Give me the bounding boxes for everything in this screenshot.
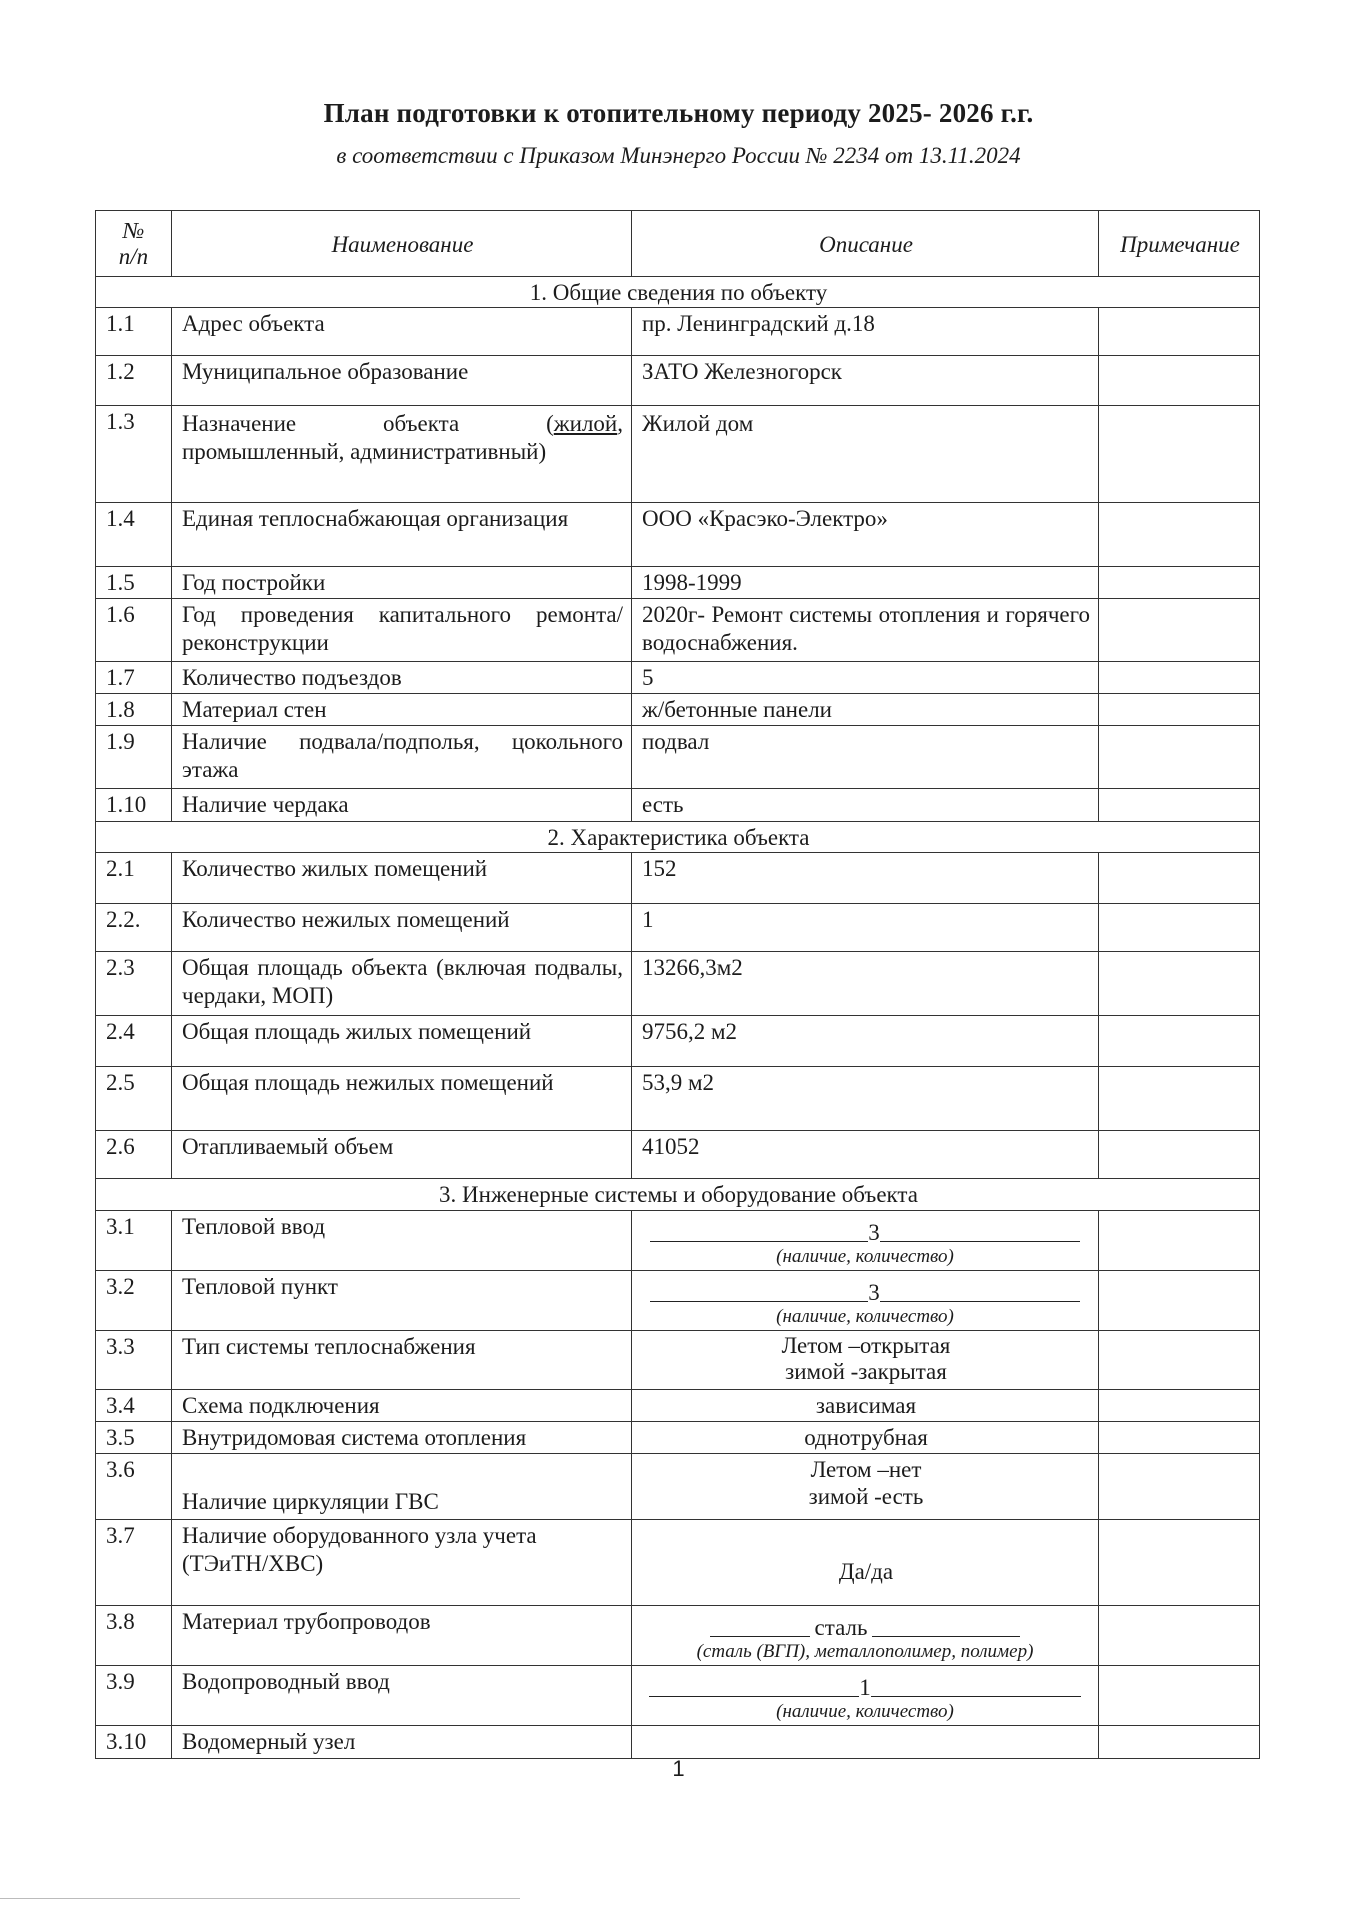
- table-row: [96, 1067, 1260, 1131]
- row-number: 3.4: [96, 1390, 172, 1422]
- row-note: [1099, 1726, 1260, 1759]
- row-value-cell: [632, 1331, 1099, 1390]
- row-number: 2.5: [96, 1067, 172, 1131]
- section-title-characteristics: 2. Характеристика объекта: [96, 822, 1260, 853]
- row-note: [1099, 662, 1260, 694]
- row-value: 1998-1999: [632, 567, 1099, 599]
- row-name: Внутридомовая система отопления: [172, 1422, 632, 1454]
- row-name: Общая площадь жилых помещений: [172, 1016, 632, 1067]
- table-row: [96, 1016, 1260, 1067]
- row-name: Наличие чердака: [172, 789, 632, 822]
- row-number: 2.1: [96, 853, 172, 904]
- row-name: Год проведения капитального ремонта/реконструкции: [172, 599, 632, 662]
- row-number: 3.3: [96, 1331, 172, 1390]
- row-value: 9756,2 м2: [632, 1016, 1099, 1067]
- row-note: [1099, 952, 1260, 1016]
- row-number: 1.6: [96, 599, 172, 662]
- table-row: [96, 694, 1260, 726]
- row-name: Количество подъездов: [172, 662, 632, 694]
- table-row: [96, 853, 1260, 904]
- fill-value: сталь: [814, 1615, 868, 1640]
- row-number: 3.9: [96, 1666, 172, 1726]
- row-note: [1099, 904, 1260, 952]
- fill-value: 3: [868, 1220, 880, 1245]
- row-note: [1099, 406, 1260, 503]
- document-subtitle: в соответствии с Приказом Минэнерго России № 2234 от 13.11.2024: [336, 143, 1021, 168]
- table-row: [96, 406, 1260, 503]
- row-value-summer: Летом –нет: [810, 1457, 922, 1482]
- row-name: Материал трубопроводов: [172, 1606, 632, 1666]
- row-number: 1.10: [96, 789, 172, 822]
- row-number: 1.7: [96, 662, 172, 694]
- row-name: [172, 406, 632, 503]
- fill-hint: (наличие, количество): [776, 1701, 954, 1722]
- row-value-summer: Летом –открытая: [781, 1333, 951, 1358]
- table-row: [96, 599, 1260, 662]
- fill-hint: (наличие, количество): [776, 1246, 954, 1267]
- row-note: [1099, 694, 1260, 726]
- row-note: [1099, 853, 1260, 904]
- row-note: [1099, 308, 1260, 356]
- row-number: 3.5: [96, 1422, 172, 1454]
- row-value-cell: [632, 1211, 1099, 1271]
- row-value: однотрубная: [632, 1422, 1099, 1454]
- row-number: 1.4: [96, 503, 172, 567]
- table-row: [96, 1606, 1260, 1666]
- row-note: [1099, 1331, 1260, 1390]
- row-value: 5: [632, 662, 1099, 694]
- column-header-num: [96, 211, 172, 277]
- row-note: [1099, 356, 1260, 406]
- table-row: [96, 1520, 1260, 1606]
- row-note: [1099, 1271, 1260, 1331]
- row-value-cell: [632, 1606, 1099, 1666]
- row-number: 3.1: [96, 1211, 172, 1271]
- row-number: 1.9: [96, 726, 172, 789]
- table-row: [96, 356, 1260, 406]
- row-number: 2.6: [96, 1131, 172, 1179]
- row-number: 3.10: [96, 1726, 172, 1759]
- fill-line: [636, 1666, 1094, 1702]
- table-row: [96, 1726, 1260, 1759]
- section-title-engineering: 3. Инженерные системы и оборудование объекта: [96, 1179, 1260, 1211]
- table-row: [96, 1211, 1260, 1271]
- row-value: 41052: [632, 1131, 1099, 1179]
- table-row: [96, 1331, 1260, 1390]
- section-title-general: 1. Общие сведения по объекту: [96, 277, 1260, 308]
- fill-hint: (наличие, количество): [776, 1306, 954, 1327]
- row-note: [1099, 1131, 1260, 1179]
- row-number: 1.8: [96, 694, 172, 726]
- row-value: Да/да: [632, 1520, 1099, 1606]
- row-number: 3.8: [96, 1606, 172, 1666]
- row-name-underlined: жилой: [553, 411, 618, 436]
- row-name: Водомерный узел: [172, 1726, 632, 1759]
- row-note: [1099, 1067, 1260, 1131]
- row-number: 2.2.: [96, 904, 172, 952]
- row-value: пр. Ленинградский д.18: [632, 308, 1099, 356]
- row-number: 3.6: [96, 1454, 172, 1520]
- row-number: 1.2: [96, 356, 172, 406]
- row-name: Схема подключения: [172, 1390, 632, 1422]
- row-number: 2.3: [96, 952, 172, 1016]
- row-value: Жилой дом: [632, 406, 1099, 503]
- row-value: 53,9 м2: [632, 1067, 1099, 1131]
- row-value: ж/бетонные панели: [632, 694, 1099, 726]
- row-name: Наличие оборудованного узла учета (ТЭиТН/ХВС): [172, 1520, 632, 1606]
- table-row: [96, 789, 1260, 822]
- table-row: [96, 1390, 1260, 1422]
- row-note: [1099, 599, 1260, 662]
- row-number: 3.7: [96, 1520, 172, 1606]
- column-header-num-label: п/п: [118, 243, 149, 269]
- table-row: [96, 904, 1260, 952]
- page-number: 1: [672, 1756, 685, 1781]
- table-header-row: [96, 211, 1260, 277]
- row-name: Общая площадь объекта (включая подвалы, чердаки, МОП): [172, 952, 632, 1016]
- column-header-note: Примечание: [1099, 211, 1260, 277]
- row-name-part: Назначение объекта (: [182, 411, 554, 436]
- row-number: 1.1: [96, 308, 172, 356]
- table-row: [96, 726, 1260, 789]
- fill-line: [636, 1271, 1094, 1307]
- row-value: есть: [632, 789, 1099, 822]
- column-header-num-symbol: №: [122, 217, 145, 243]
- plan-table: [95, 210, 1260, 1759]
- row-name: Количество жилых помещений: [172, 853, 632, 904]
- table-row: [96, 1666, 1260, 1726]
- row-value-cell: [632, 1271, 1099, 1331]
- fill-hint: (сталь (ВГП), металлополимер, полимер): [696, 1641, 1034, 1662]
- row-value-winter: зимой -есть: [808, 1484, 924, 1509]
- row-name: Количество нежилых помещений: [172, 904, 632, 952]
- row-name: Наличие подвала/подполья, цокольного этажа: [172, 726, 632, 789]
- row-name: Муниципальное образование: [172, 356, 632, 406]
- table-row: [96, 1271, 1260, 1331]
- fill-value: 3: [868, 1280, 880, 1305]
- row-note: [1099, 503, 1260, 567]
- row-number: 3.2: [96, 1271, 172, 1331]
- row-name: Водопроводный ввод: [172, 1666, 632, 1726]
- row-name: Материал стен: [172, 694, 632, 726]
- row-number: 2.4: [96, 1016, 172, 1067]
- scan-edge-line: [0, 1898, 520, 1899]
- row-note: [1099, 1016, 1260, 1067]
- row-value: зависимая: [632, 1390, 1099, 1422]
- document-title: План подготовки к отопительному периоду 2025- 2026 г.г.: [323, 98, 1034, 128]
- row-note: [1099, 789, 1260, 822]
- row-value-winter: зимой -закрытая: [785, 1359, 947, 1384]
- row-note: [1099, 1666, 1260, 1726]
- row-value: 2020г- Ремонт системы отопления и горячего водоснабжения.: [632, 599, 1099, 662]
- table-row: [96, 1131, 1260, 1179]
- table-row: [96, 1422, 1260, 1454]
- row-value: 1: [632, 904, 1099, 952]
- row-value-cell: [632, 1666, 1099, 1726]
- row-value: 152: [632, 853, 1099, 904]
- column-header-name: Наименование: [172, 211, 632, 277]
- row-value: подвал: [632, 726, 1099, 789]
- row-name: Наличие циркуляции ГВС: [172, 1454, 632, 1520]
- fill-value: 1: [859, 1675, 871, 1700]
- table-row: [96, 503, 1260, 567]
- row-value: [632, 1726, 1099, 1759]
- row-name: Год постройки: [172, 567, 632, 599]
- row-note: [1099, 567, 1260, 599]
- row-note: [1099, 1211, 1260, 1271]
- row-name: Тип системы теплоснабжения: [172, 1331, 632, 1390]
- fill-line: [636, 1606, 1094, 1642]
- row-name: Единая теплоснабжающая организация: [172, 503, 632, 567]
- table-row: [96, 952, 1260, 1016]
- row-note: [1099, 1454, 1260, 1520]
- row-note: [1099, 1422, 1260, 1454]
- table-row: [96, 567, 1260, 599]
- table-row: [96, 1454, 1260, 1520]
- row-value: 13266,3м2: [632, 952, 1099, 1016]
- row-name: Отапливаемый объем: [172, 1131, 632, 1179]
- row-value: ООО «Красэко-Электро»: [632, 503, 1099, 567]
- row-name: Тепловой пункт: [172, 1271, 632, 1331]
- row-note: [1099, 726, 1260, 789]
- row-name: Адрес объекта: [172, 308, 632, 356]
- table-row: [96, 662, 1260, 694]
- row-note: [1099, 1606, 1260, 1666]
- row-name: Тепловой ввод: [172, 1211, 632, 1271]
- row-note: [1099, 1390, 1260, 1422]
- row-value-cell: [632, 1454, 1099, 1520]
- row-number: 1.5: [96, 567, 172, 599]
- table-row: [96, 308, 1260, 356]
- row-name-part: , промышленный, административный): [182, 411, 623, 464]
- fill-line: [636, 1211, 1094, 1247]
- column-header-description: Описание: [632, 211, 1099, 277]
- row-name: Общая площадь нежилых помещений: [172, 1067, 632, 1131]
- row-value: ЗАТО Железногорск: [632, 356, 1099, 406]
- row-number: 1.3: [96, 406, 172, 503]
- row-note: [1099, 1520, 1260, 1606]
